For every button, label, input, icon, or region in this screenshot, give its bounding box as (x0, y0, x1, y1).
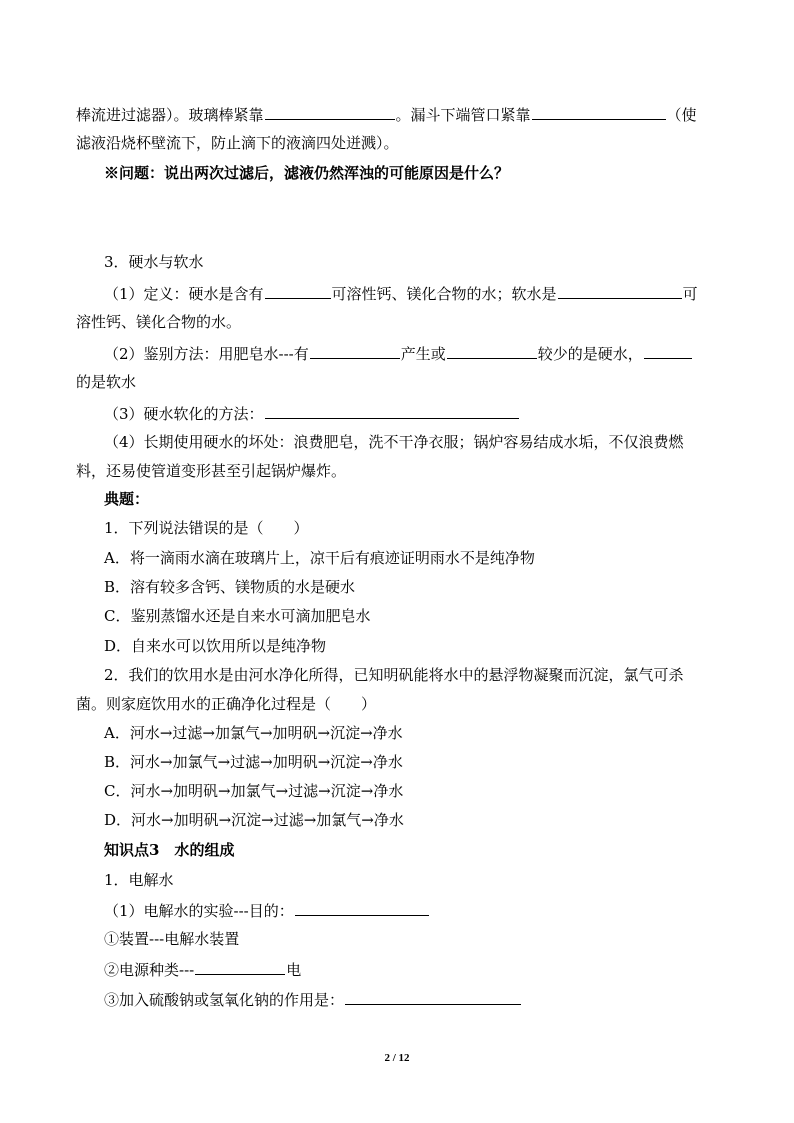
question-2-stem-line-2: 菌。则家庭饮用水的正确净化过程是（ ） (76, 695, 377, 713)
identification-line-2: 的是软水 (76, 373, 137, 391)
text-segment: ②电源种类--- (104, 961, 195, 979)
text-segment: （使 (666, 106, 697, 124)
filtration-line-2: 滤液沿烧杯壁流下，防止滴下的液滴四处迸溅）。 (76, 134, 399, 152)
page-number: 2 / 12 (384, 1052, 410, 1064)
answer-blank[interactable] (345, 988, 521, 1005)
experiment-purpose-line (104, 899, 430, 921)
text-segment: （3）硬水软化的方法： (104, 405, 264, 423)
question-1-stem: 1．下列说法错误的是（ ） (104, 519, 309, 537)
power-type-line (104, 958, 301, 980)
examples-heading: 典题： (104, 490, 150, 508)
definition-line-1 (104, 282, 698, 304)
filtration-line-1 (76, 103, 697, 125)
apparatus-line: ①装置---电解水装置 (104, 930, 240, 948)
text-segment: 棒流进过滤器）。玻璃棒紧靠 (76, 106, 264, 124)
text-segment: 较少的是硬水， (537, 345, 643, 363)
question-1-option: C．鉴别蒸馏水还是自来水可滴加肥皂水 (104, 607, 371, 625)
answer-blank[interactable] (195, 958, 285, 975)
answer-blank[interactable] (532, 103, 666, 120)
answer-blank[interactable] (644, 342, 692, 359)
question-2-stem-line-1: 2．我们的饮用水是由河水净化所得，已知明矾能将水中的悬浮物凝聚而沉淀，氯气可杀 (104, 666, 684, 684)
question-2-option: C．河水→加明矾→加氯气→过滤→沉淀→净水 (104, 782, 404, 800)
text-segment: 可 (682, 285, 698, 303)
text-segment: （1）电解水的实验---目的： (104, 902, 294, 920)
question-1-option: D．自来水可以饮用所以是纯净物 (104, 637, 327, 655)
question-heading: ※问题：说出两次过滤后，滤液仍然浑浊的可能原因是什么？ (104, 164, 510, 182)
question-2-option: A．河水→过滤→加氯气→加明矾→沉淀→净水 (104, 724, 403, 742)
definition-line-2: 溶性钙、镁化合物的水。 (76, 313, 242, 331)
question-2-option: B．河水→加氯气→过滤→加明矾→沉淀→净水 (104, 753, 403, 771)
answer-blank[interactable] (310, 342, 400, 359)
text-segment: 。漏斗下端管口紧靠 (395, 106, 531, 124)
answer-blank[interactable] (295, 899, 429, 916)
softening-method-line (104, 402, 520, 424)
answer-blank[interactable] (558, 282, 682, 299)
section-title-hard-soft-water: 3．硬水与软水 (104, 253, 204, 271)
question-2-option: D．河水→加明矾→沉淀→过滤→加氯气→净水 (104, 811, 404, 829)
answer-blank[interactable] (265, 103, 395, 120)
text-segment: （1）定义：硬水是含有 (104, 285, 264, 303)
text-segment: 可溶性钙、镁化合物的水；软水是 (331, 285, 557, 303)
text-segment: ③加入硫酸钠或氢氧化钠的作用是： (104, 991, 345, 1009)
question-1-option: B．溶有较多含钙、镁物质的水是硬水 (104, 578, 356, 596)
knowledge-point-3-heading: 知识点3 水的组成 (104, 841, 235, 859)
answer-blank[interactable] (447, 342, 537, 359)
text-segment: （2）鉴别方法：用肥皂水---有 (104, 345, 309, 363)
harm-line-2: 料，还易使管道变形甚至引起锅炉爆炸。 (76, 462, 347, 480)
electrolysis-heading: 1．电解水 (104, 871, 174, 889)
identification-line-1 (104, 342, 693, 364)
additive-purpose-line (104, 988, 522, 1010)
text-segment: 产生或 (400, 345, 446, 363)
question-1-option: A．将一滴雨水滴在玻璃片上，凉干后有痕迹证明雨水不是纯净物 (104, 549, 535, 567)
harm-line-1: （4）长期使用硬水的坏处：浪费肥皂，洗不干净衣服；锅炉容易结成水垢，不仅浪费燃 (104, 433, 684, 451)
answer-blank[interactable] (265, 282, 331, 299)
text-segment: 电 (286, 961, 302, 979)
answer-blank[interactable] (265, 402, 519, 419)
